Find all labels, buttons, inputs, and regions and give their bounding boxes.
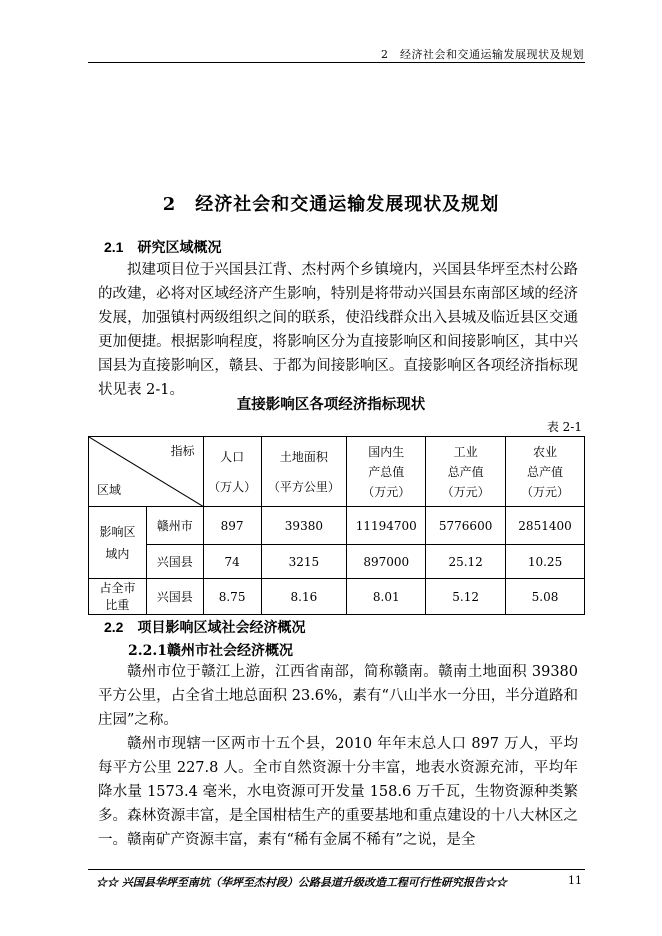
column-header-gdp: 国内生 产总值 （万元） [347, 437, 426, 507]
table-cell: 5.08 [506, 579, 585, 615]
table-cell: 25.12 [426, 545, 506, 579]
paragraph-2-2-1-b [98, 732, 578, 852]
column-header-population: 人口 （万人） [203, 437, 261, 507]
paragraph-text: 赣州市位于赣江上游，江西省南部，简称赣南。赣南土地面积 39380 平方公里，占全省土地总面积 23.6%，素有“八山半水一分田，半分道路和庄园”之称。 [98, 664, 578, 728]
table-title: 直接影响区各项经济指标现状 [236, 396, 426, 413]
footer-rule [88, 869, 585, 870]
chapter-title: 2 经济社会和交通运输发展现状及规划 [162, 194, 500, 215]
paragraph-text: 拟建项目位于兴国县江背、杰村两个乡镇境内，兴国县华坪至杰村公路的改建，必将对区域经济产生影响，特别是将带动兴国县东南部区域的经济发展，加强镇村两级组织之间的联系，使沿线群众出入县城及临近县区交通更加便捷。根据影响程度，将影响区分为直接影响区和间接影响区，其中兴国县为直接影响区，赣县、于都为间接影响区。直接影响区各项经济指标现状见表 2-1。 [98, 262, 578, 398]
row-name: 兴国县 [146, 545, 203, 579]
table-row [89, 545, 585, 579]
paragraph-2-1 [98, 258, 578, 402]
subsection-number: 2.2.1 [128, 643, 167, 659]
table-cell: 897000 [347, 545, 426, 579]
table-header-row [89, 437, 585, 507]
paragraph-2-2-1-a [98, 660, 578, 732]
corner-label-indicator: 指标 [170, 444, 195, 458]
row-name: 赣州市 [146, 507, 203, 545]
table-cell: 74 [203, 545, 261, 579]
section-heading-2-1 [104, 237, 221, 257]
table-cell: 5776600 [426, 507, 506, 545]
table-cell: 897 [203, 507, 261, 545]
paragraph-text: 赣州市现辖一区两市十五个县，2010 年年末总人口 897 万人，平均每平方公里 227.8 人。全市自然资源十分丰富，地表水资源充沛，平均年降水量 1573.4 毫米，水电资源可开发量 158.6 万千瓦，生物资源种类繁多。森林资源丰富，是全国柑桔生产的重要基地和重点建设的十八大林区之一。赣南矿产资源丰富，素有“稀有金属不稀有”之说，是全 [98, 736, 578, 848]
running-footer: ☆☆ 兴国县华坪至南坑（华坪至杰村段）公路县道升级改造工程可行性研究报告☆☆ [96, 876, 507, 889]
section-number: 2.1 [104, 239, 124, 255]
section-heading-2-2 [104, 617, 305, 637]
table-row [89, 579, 585, 615]
column-header-agriculture: 农业 总产值 （万元） [506, 437, 585, 507]
table-row [89, 507, 585, 545]
row-name: 兴国县 [146, 579, 203, 615]
group-label-city-share: 占全市比重 [89, 579, 147, 615]
table-cell: 8.16 [261, 579, 347, 615]
section-number: 2.2 [104, 619, 124, 635]
page-number: 11 [568, 874, 582, 887]
diagonal-header-cell [89, 437, 204, 507]
table-cell: 3215 [261, 545, 347, 579]
table-cell: 8.01 [347, 579, 426, 615]
group-label-impact-area: 影响区域内 [89, 507, 147, 579]
subsection-title: 赣州市社会经济概况 [166, 643, 293, 659]
table-cell: 2851400 [506, 507, 585, 545]
table-cell: 5.12 [426, 579, 506, 615]
table-cell: 39380 [261, 507, 347, 545]
table-cell: 8.75 [203, 579, 261, 615]
table-cell: 10.25 [506, 545, 585, 579]
column-header-industry: 工业 总产值 （万元） [426, 437, 506, 507]
corner-label-region: 区域 [97, 483, 122, 497]
section-title: 研究区域概况 [137, 240, 222, 256]
subsection-heading-2-2-1 [128, 640, 293, 660]
section-title: 项目影响区域社会经济概况 [137, 620, 306, 636]
header-rule [88, 62, 585, 63]
table-number: 表 2-1 [546, 420, 582, 434]
running-header: 2 经济社会和交通运输发展现状及规划 [381, 48, 584, 61]
column-header-land-area: 土地面积 （平方公里） [261, 437, 347, 507]
table-cell: 11194700 [347, 507, 426, 545]
economic-indicator-table [88, 436, 585, 615]
